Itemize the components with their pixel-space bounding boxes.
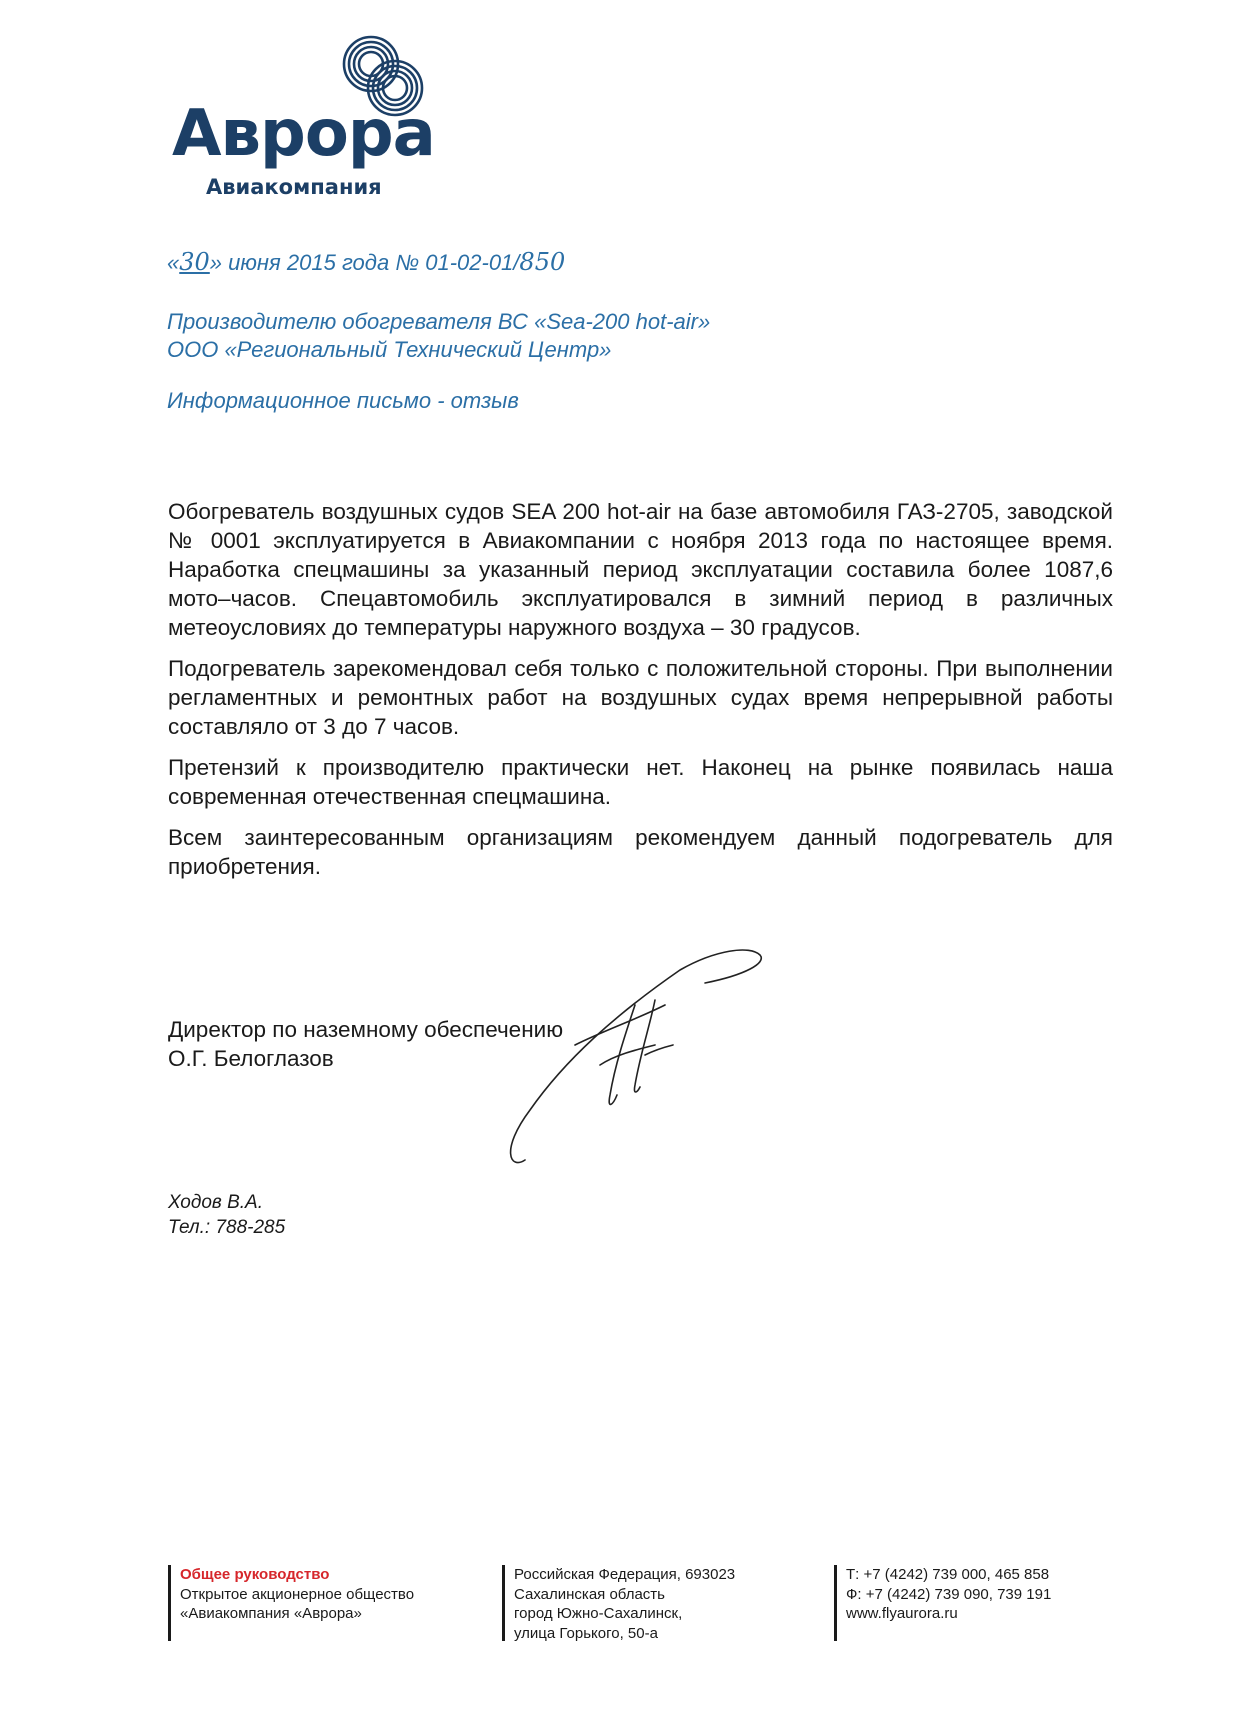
- logo-name: Аврора: [172, 97, 435, 171]
- signer-block: [168, 1015, 563, 1073]
- footer-address-country: Российская Федерация, 693023: [514, 1566, 736, 1583]
- letter-subject: Информационное письмо - отзыв: [167, 388, 519, 413]
- ref-prefix: «: [167, 250, 180, 275]
- footer-management: [168, 1565, 414, 1641]
- letterhead-footer: [0, 1565, 1240, 1650]
- footer-address-region: Сахалинская область: [514, 1585, 665, 1603]
- ref-number-handwritten: 850: [519, 248, 566, 276]
- addressee-line-1: Производителю обогревателя ВС «Sea-200 hot-air»: [167, 309, 711, 334]
- footer-address: [502, 1565, 735, 1641]
- ref-mid: » июня 2015 года № 01-02-01/: [209, 250, 520, 275]
- letter-body: [168, 497, 1113, 893]
- contact-phone: Тел.: 788-285: [168, 1217, 286, 1238]
- footer-company-name: «Авиакомпания «Аврора»: [180, 1605, 362, 1622]
- footer-company-type: Открытое акционерное общество: [180, 1585, 415, 1603]
- letter-reference: [167, 248, 565, 277]
- contact-name: Ходов В.А.: [168, 1192, 263, 1213]
- addressee: [167, 308, 710, 364]
- contact-block: [168, 1190, 285, 1240]
- footer-website-link[interactable]: www.flyaurora.ru: [846, 1605, 958, 1622]
- logo-subtitle: Авиакомпания: [206, 175, 382, 199]
- body-paragraph-3: Претензий к производителю практически нет. Наконец на рынке появилась наша современная отечественная спецмашина.: [168, 755, 1113, 809]
- body-paragraph-4: Всем заинтересованным организациям рекомендуем данный подогреватель для приобретения.: [168, 825, 1113, 879]
- company-logo: [172, 32, 435, 202]
- signer-name: О.Г. Белоглазов: [168, 1046, 334, 1071]
- footer-phone: Т: +7 (4242) 739 000, 465 858: [846, 1566, 1050, 1583]
- footer-address-street: улица Горького, 50-а: [514, 1624, 658, 1642]
- handwritten-signature: [505, 945, 775, 1175]
- footer-management-heading: Общее руководство: [180, 1566, 330, 1583]
- footer-address-city: город Южно-Сахалинск,: [514, 1605, 683, 1622]
- body-paragraph-1: Обогреватель воздушных судов SEA 200 hot-air на базе автомобиля ГАЗ-2705, заводской № 0001 эксплуатируется в Авиакомпании с ноября 2013 года по настоящее время. Наработка спецмашины за указанный период эксплуатации составила более 1087,6 мото–часов. Спецавтомобиль эксплуатировался в зимний период в различных метеоусловиях до температуры наружного воздуха – 30 градусов.: [168, 499, 1113, 640]
- body-paragraph-2: Подогреватель зарекомендовал себя только с положительной стороны. При выполнении регламентных и ремонтных работ на воздушных судах время непрерывной работы составляло от 3 до 7 часов.: [168, 656, 1113, 739]
- ref-day-handwritten: 30: [179, 248, 210, 276]
- footer-contacts: [834, 1565, 1051, 1641]
- signer-title: Директор по наземному обеспечению: [168, 1017, 564, 1042]
- footer-fax: Ф: +7 (4242) 739 090, 739 191: [846, 1585, 1052, 1603]
- addressee-line-2: ООО «Региональный Технический Центр»: [167, 337, 612, 362]
